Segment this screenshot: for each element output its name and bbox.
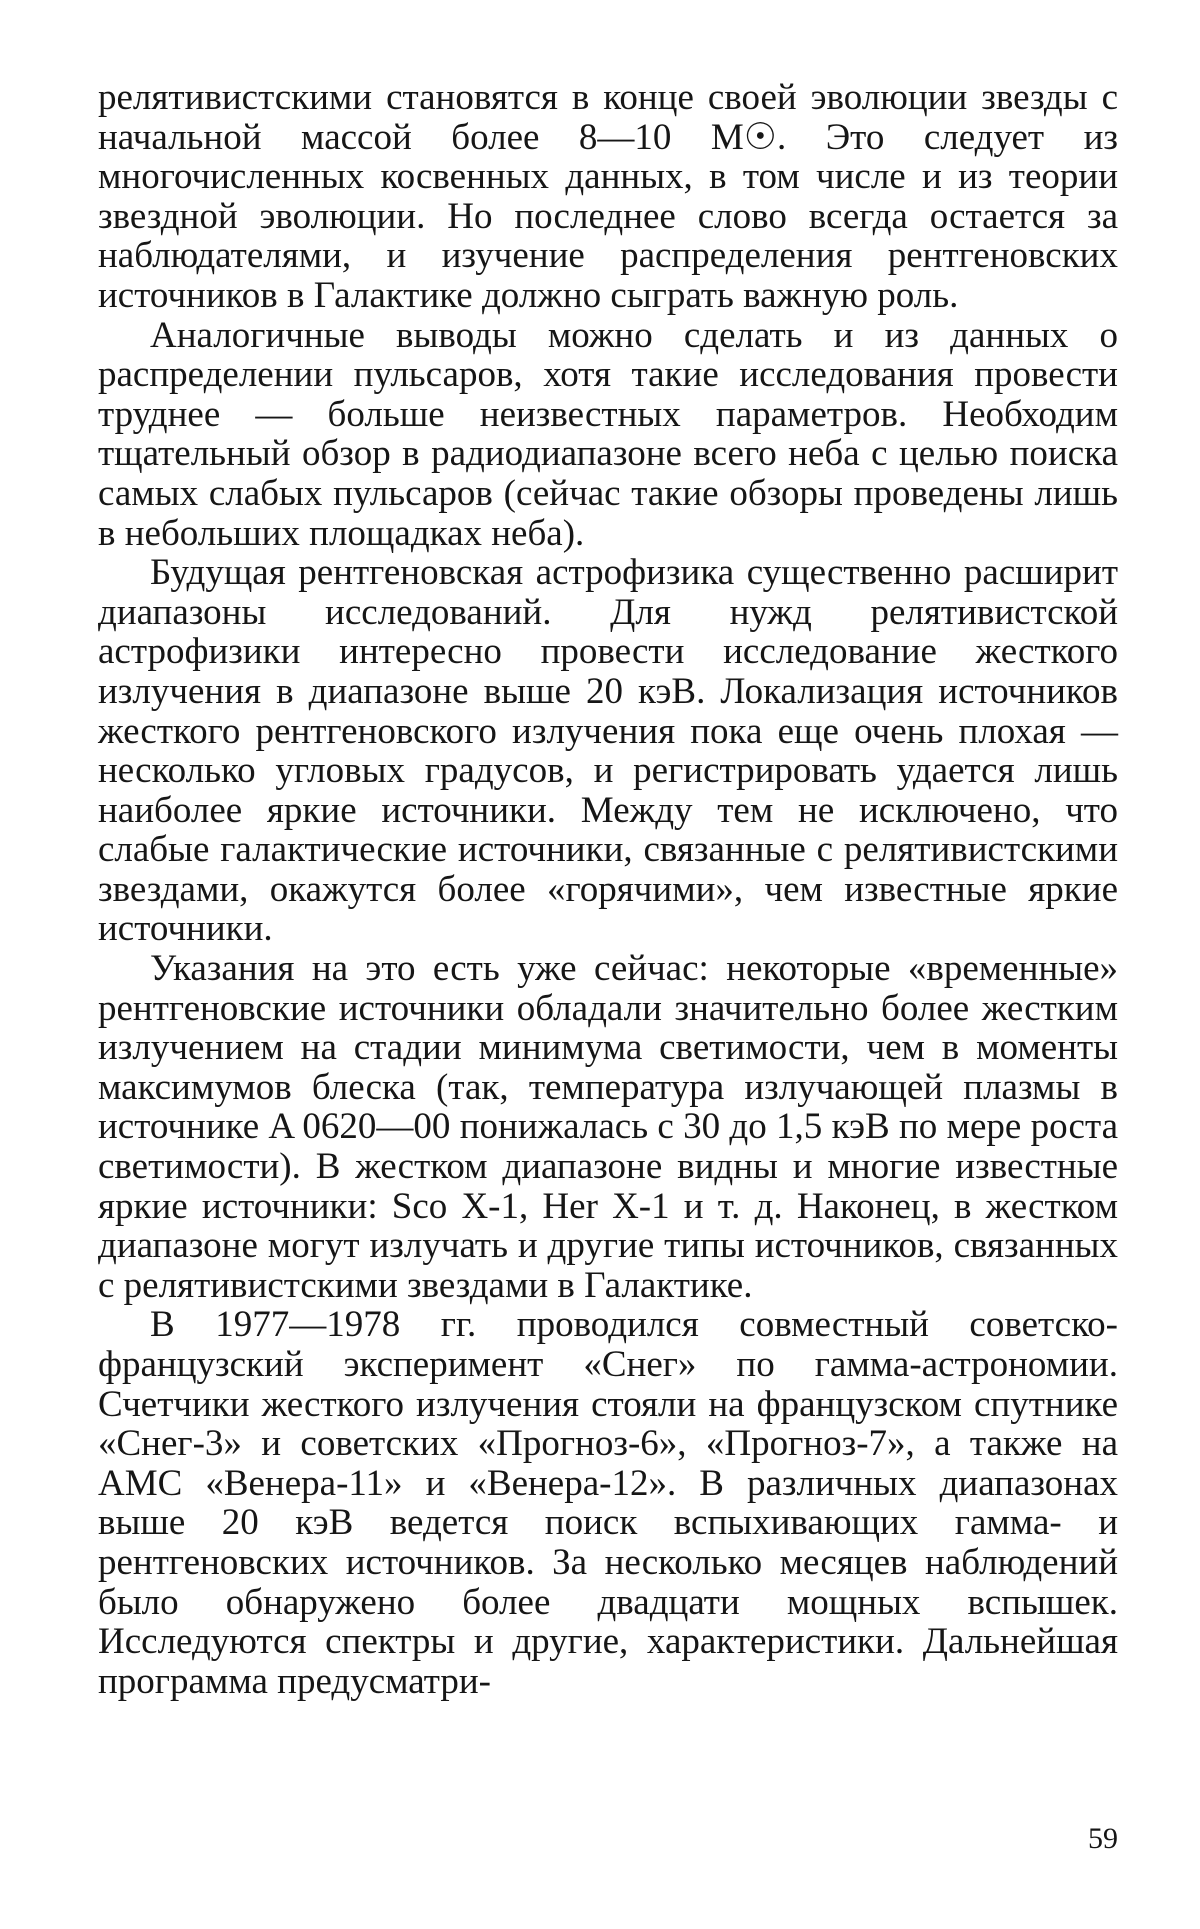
paragraph-hard-sources: Указания на это есть уже сейчас: некоторые «временные» рентгеновские источники обладали значительно более жестким излучением на стадии минимума светимости, чем в моменты максимумов блеска (так, температура излучающей плазмы в источнике A 0620—00 понижалась с 30 до 1,5 кэВ по мере роста светимости). В жестком диапазоне видны и многие известные яркие источники: Sco X-1, Her X-1 и т. д. Наконец, в жестком диапазоне могут излучать и другие типы источников, связанных с релятивистскими звездами в Галактике. [98, 948, 1118, 1306]
paragraph-continuation: релятивистскими становятся в конце своей эволюции звезды с начальной массой более 8—10 M☉. Это следует из многочисленных косвенных данных, в том числе и из теории звездной эволюции. Но последнее слово всегда остается за наблюдателями, и изучение распределения рентгеновских источников в Галактике должно сыграть важную роль. [98, 77, 1118, 316]
paragraph-pulsars: Аналогичные выводы можно сделать и из данных о распределении пульсаров, хотя такие исследования провести труднее — больше неизвестных параметров. Необходим тщательный обзор в радиодиапазоне всего неба с целью поиска самых слабых пульсаров (сейчас такие обзоры проведены лишь в небольших площадках неба). [98, 314, 1118, 554]
page-text [98, 78, 1118, 1701]
page-number: 59 [1088, 1822, 1118, 1855]
paragraph-xray-future: Будущая рентгеновская астрофизика существенно расширит диапазоны исследований. Для нужд релятивистской астрофизики интересно провести исследование жесткого излучения в диапазоне выше 20 кэВ. Локализация источников жесткого рентгеновского излучения пока еще очень плохая — несколько угловых градусов, и регистрировать удается лишь наиболее яркие источники. Между тем не исключено, что слабые галактические источники, связанные с релятивистскими звездами, окажутся более «горячими», чем известные яркие источники. [98, 552, 1118, 950]
paragraph-sneg-experiment: В 1977—1978 гг. проводился совместный советско-французский эксперимент «Снег» по гамма-астрономии. Счетчики жесткого излучения стояли на французском спутнике «Снег-3» и советских «Прогноз-6», «Прогноз-7», а также на АМС «Венера-11» и «Венера-12». В различных диапазонах выше 20 кэВ ведется поиск вспыхивающих гамма- и рентгеновских источников. За несколько месяцев наблюдений было обнаружено более двадцати мощных вспышек. Исследуются спектры и другие, характеристики. Дальнейшая программа предусматри- [98, 1304, 1118, 1702]
